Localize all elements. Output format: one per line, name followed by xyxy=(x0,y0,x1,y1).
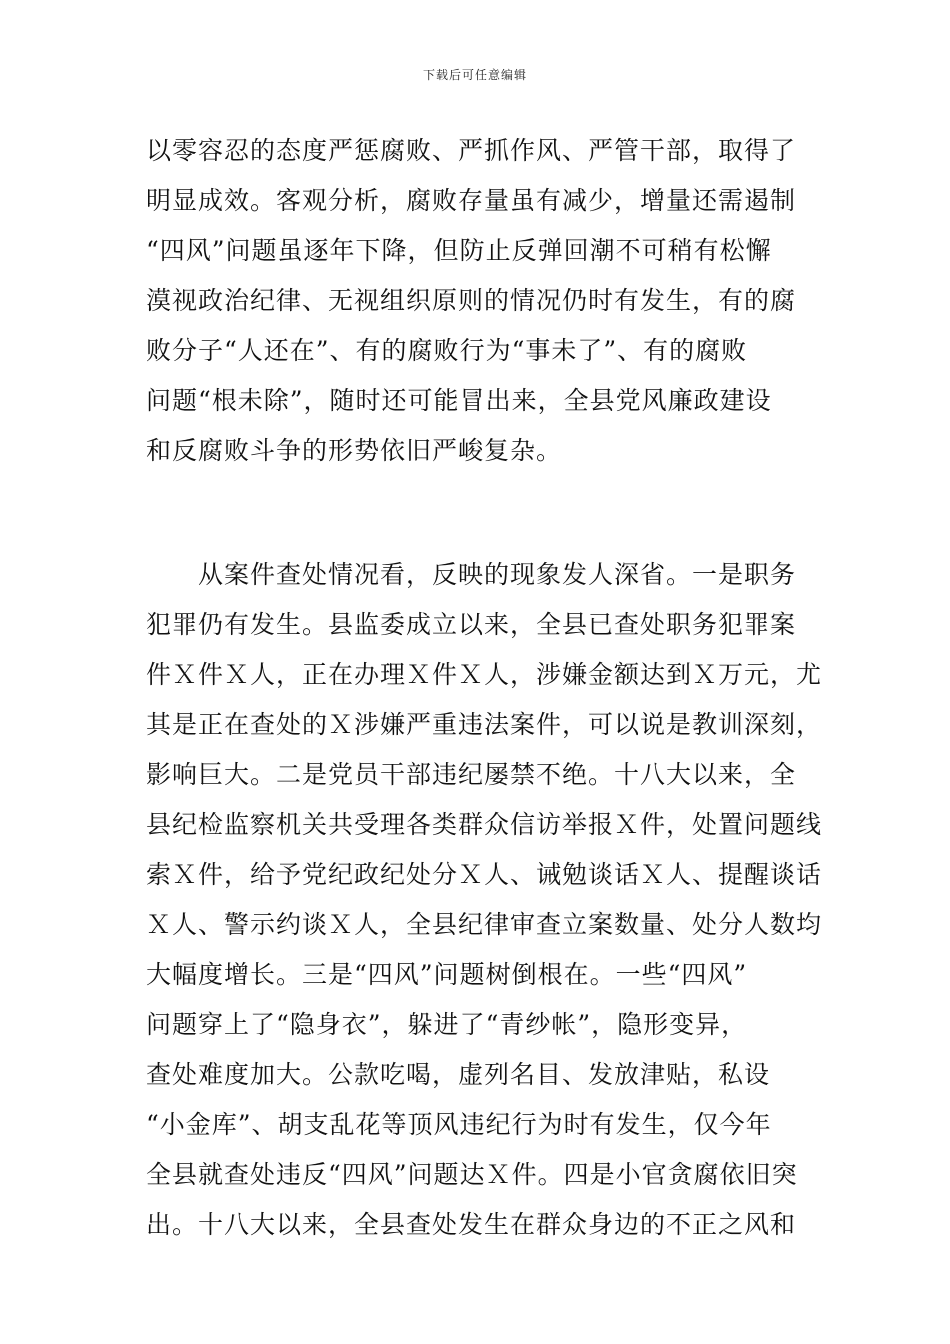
text-line: 和反腐败斗争的形势依旧严峻复杂。 xyxy=(146,436,563,465)
text-line: 全县就查处违反“四风”问题达Ｘ件。四是小官贪腐依旧突 xyxy=(146,1160,798,1189)
text-line: 影响巨大。二是党员干部违纪屡禁不绝。十八大以来，全 xyxy=(146,760,797,789)
text-line: 件Ｘ件Ｘ人，正在办理Ｘ件Ｘ人，涉嫌金额达到Ｘ万元，尤 xyxy=(146,660,823,689)
page-header: 下载后可任意编辑 xyxy=(422,68,527,82)
paragraph-2 xyxy=(146,550,823,1250)
paragraph-spacer xyxy=(146,476,811,550)
paragraph-1 xyxy=(146,126,811,476)
text-line: 漠视政治纪律、无视组织原则的情况仍时有发生，有的腐 xyxy=(146,286,797,315)
text-line: “四风”问题虽逐年下降，但防止反弹回潮不可稍有松懈 xyxy=(146,236,772,265)
text-line: 以零容忍的态度严惩腐败、严抓作风、严管干部，取得了 xyxy=(146,136,797,165)
text-line: 大幅度增长。三是“四风”问题树倒根在。一些“四风” xyxy=(146,960,748,989)
text-line: 从案件查处情况看，反映的现象发人深省。一是职务 xyxy=(146,560,797,589)
text-line: 索Ｘ件，给予党纪政纪处分Ｘ人、诫勉谈话Ｘ人、提醒谈话 xyxy=(146,860,823,889)
text-line: 问题“根未除”，随时还可能冒出来，全县党风廉政建设 xyxy=(146,386,772,415)
text-line: “小金库”、胡支乱花等顶风违纪行为时有发生，仅今年 xyxy=(146,1110,772,1139)
text-line: 县纪检监察机关共受理各类群众信访举报Ｘ件，处置问题线 xyxy=(146,810,823,839)
text-line: 其是正在查处的Ｘ涉嫌严重违法案件，可以说是教训深刻， xyxy=(146,710,823,739)
text-line: Ｘ人、警示约谈Ｘ人，全县纪律审查立案数量、处分人数均 xyxy=(146,910,823,939)
text-line: 明显成效。客观分析，腐败存量虽有减少，增量还需遏制 xyxy=(146,186,797,215)
text-line: 查处难度加大。公款吃喝，虚列名目、发放津贴，私设 xyxy=(146,1060,771,1089)
text-line: 出。十八大以来，全县查处发生在群众身边的不正之风和 xyxy=(146,1210,797,1239)
text-line: 犯罪仍有发生。县监委成立以来，全县已查处职务犯罪案 xyxy=(146,610,797,639)
text-line: 问题穿上了“隐身衣”，躲进了“青纱帐”，隐形变异， xyxy=(146,1010,748,1039)
document-body xyxy=(146,126,823,1250)
text-line: 败分子“人还在”、有的腐败行为“事未了”、有的腐败 xyxy=(146,336,748,365)
